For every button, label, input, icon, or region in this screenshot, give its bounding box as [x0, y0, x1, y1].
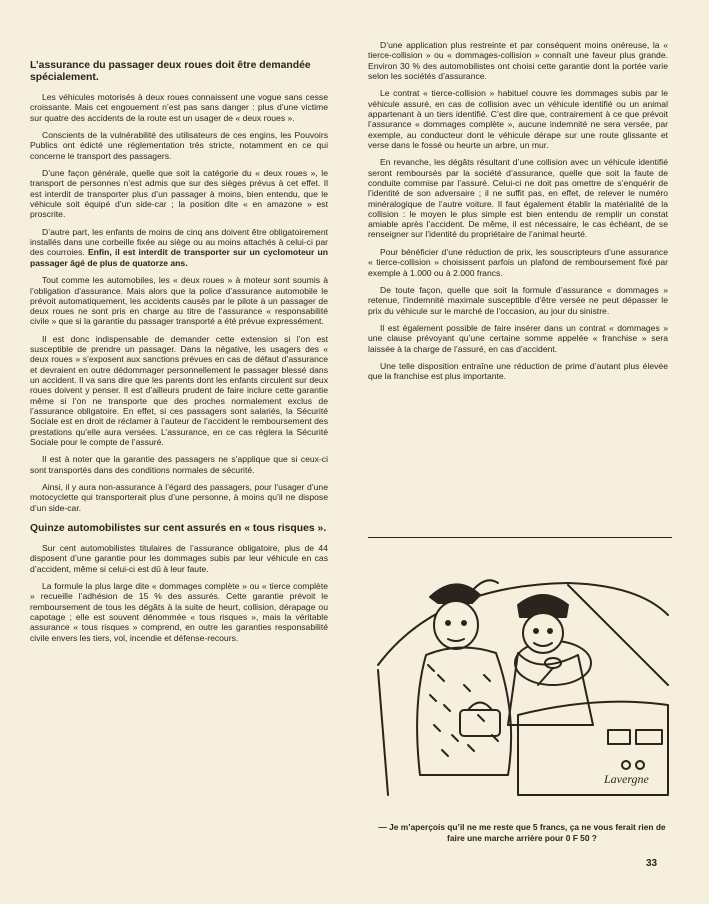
paragraph: Conscients de la vulnérabilité des utilisateurs de ces engins, les Pouvoirs Publics ont édicté une réglementation très stricte, notamment en ce qui concerne le transport des passagers.	[30, 130, 328, 161]
paragraph: Pour bénéficier d’une réduction de prix, les souscripteurs d’une assurance « tierce-collision » choisissent parfois un plafond de remboursement fixé par exemple à 1.000 ou à 2.000 francs.	[368, 246, 668, 278]
section-heading-passenger: L’assurance du passager deux roues doit être demandée spécialement.	[30, 60, 311, 83]
paragraph: De toute façon, quelle que soit la formule d’assurance « dommages » retenue, l’indemnité maximale susceptible d’être versée ne peut dépasser le prix du véhicule sur le marché de l’occasion, au jour du sinistre.	[368, 284, 668, 316]
paragraph: Il est donc indispensable de demander cette extension si l’on est susceptible de prendre un passager. Dans la négative, les usagers des « deux roues » s’exposent aux sanctions prévues en cas de défaut d’assurance et devraient en outre dédommager personnellement le passager blessé dans un accident. Il va sans dire que les parents dont les enfants circulent sur deux roues doivent y penser. Il est d’ailleurs prudent de faire inclure cette garantie même si l’on ne transporte que des proches normalement exclus de l’assurance obligatoire. En effet, si ces passagers sont salariés, la Sécurité Sociale est en droit de réclamer à l’auteur de l’accident le remboursement des prestations qu’elle aura versées. L’assurance, en ce cas réglera la Sécurité Sociale pour le compte de l’assuré.	[30, 333, 328, 447]
paragraph-text: D’autre part, les enfants de moins de cinq ans doivent être obligatoirement installés dans une corbeille fixée au siège ou au moins attachés à celui-ci par des courroies.	[30, 226, 328, 258]
section-divider	[368, 537, 672, 538]
page-number: 33	[646, 858, 658, 869]
paragraph: En revanche, les dégâts résultant d’une collision avec un véhicule identifié seront remboursés par la société d’assurance, quelle que soit la faute de conduite commise par l’assuré. Celui-ci ne doit pas omettre de s’enquérir de l’identité de son adversaire ; il ne suffit pas, en effet, de relever le numéro minéralogique de l’autre voiture. Il faut également établir la matérialité de la collision : le moyen le plus simple est bien entendu de remplir un constat amiable après l’accident. De même, il est nécessaire, le cas échéant, de se renseigner sur l’identité du propriétaire de l’animal heurté.	[368, 157, 668, 240]
paragraph: Les véhicules motorisés à deux roues connaissent une vogue sans cesse croissante. Mais cet engouement n’est pas sans danger : plus d’une victime sur quatre des accidents de la route est un usager de « deux roues ».	[30, 92, 328, 123]
cartoon-illustration	[368, 545, 672, 807]
paragraph: Ainsi, il y aura non-assurance à l’égard des passagers, pour l’usager d’une motocyclette qui transporterait plus d’une personne, à moins qu’il ne dispose d’un side-car.	[30, 482, 328, 513]
paragraph	[30, 227, 328, 268]
paragraph: D’une façon générale, quelle que soit la catégorie du « deux roues », le transport de personnes n’est admis que sur des sièges prévus à cet effet. Il est interdit de transporter plus d’un passager à moins, bien entendu, que le véhicule soit équipé d’un side-car ; la position dite « en amazone » est proscrite.	[30, 168, 328, 220]
paragraph: Une telle disposition entraîne une réduction de prime d’autant plus élevée que la franchise est plus importante.	[368, 361, 668, 382]
cartoon-drawing	[368, 545, 672, 807]
left-column	[30, 60, 328, 650]
section-heading-all-risks: Quinze automobilistes sur cent assurés en « tous risques ».	[30, 523, 327, 534]
paragraph: Il est à noter que la garantie des passagers ne s’applique que si ceux-ci sont transportés dans des conditions normales de sécurité.	[30, 454, 328, 475]
right-column	[368, 40, 668, 389]
cartoon-caption: — Je m’aperçois qu’il ne me reste que 5 francs, ça ne vous ferait rien de faire une marche arrière pour 0 F 50 ?	[378, 822, 666, 843]
cartoon-signature: Lavergne	[604, 772, 649, 786]
paragraph: Le contrat « tierce-collision » habituel couvre les dommages subis par le véhicule assuré, en cas de collision avec un véhicule identifié ou un animal appartenant à un tiers identifié. C’est dire que, contrairement à ce que prévoit l’assurance « dommages complète », aucune indemnité ne sera versée, par exemple, au conducteur dont le véhicule dérape sur une route glissante et verse dans le fossé ou heurte un arbre, un mur.	[368, 88, 668, 150]
paragraph: Il est également possible de faire insérer dans un contrat « dommages » une clause prévoyant qu’une certaine somme appelée « franchise » sera laissée à la charge de l’assuré, en cas d’accident.	[368, 323, 668, 354]
paragraph: Tout comme les automobiles, les « deux roues » à moteur sont soumis à l’obligation d’assurance. Mais alors que la police d’assurance automobile le prévoit automatiquement, les accidents causés par le pilote à un passager de deux roues ne sont pris en charge au titre de l’assurance « responsabilité civile » que si la garantie du passager transporté a été prévue expressément.	[30, 275, 328, 327]
paragraph: Sur cent automobilistes titulaires de l’assurance obligatoire, plus de 44 disposent d’une garantie pour les dommages subis par leur véhicule en cas d’accident, même si celui-ci est dû à leur faute.	[30, 543, 328, 574]
paragraph-bold: Enfin, il est interdit de transporter sur un cyclomoteur un passager âgé de plus de quatorze ans.	[30, 247, 328, 268]
paragraph: La formule la plus large dite « dommages complète » ou « tierce complète » recueille l’adhésion de 15 % des assurés. Cette garantie prévoit le remboursement de tous les dégâts à la suite de heurt, collision, dérapage ou capotage ; elle est souvent dénommée « tous risques », mais la véritable assurance « tous risques » comprend, en outre les garanties responsabilité civile envers les tiers, vol, incendie et défense-recours.	[30, 581, 328, 643]
paragraph: D’une application plus restreinte et par conséquent moins onéreuse, la « tierce-collision » ou « dommages-collision » connaît une faveur plus grande. Environ 30 % des automobilistes ont choisi cette garantie dont la portée varie selon les sociétés d’assurance.	[368, 40, 668, 81]
